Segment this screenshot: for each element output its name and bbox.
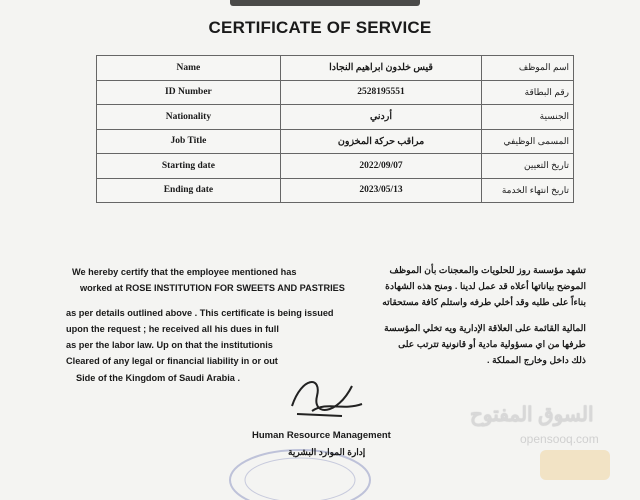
label-ar: الجنسية <box>482 105 574 130</box>
en-line: as per details outlined above . This certificate is being issued <box>66 307 334 318</box>
value: مراقب حركة المخزون <box>280 129 481 154</box>
label-ar: تاريخ التعيين <box>482 154 574 179</box>
label-ar: رقم البطاقة <box>482 80 574 105</box>
ar-line: بناءاً على طلبه وقد أخلي طرفه واستلم كافة مستحقاته <box>382 297 586 307</box>
ar-line: ذلك داخل وخارج المملكة . <box>487 355 586 365</box>
ar-line: الموضح بياناتها أعلاه قد عمل لدينا . ومنح هذه الشهادة <box>385 281 586 291</box>
value: 2023/05/13 <box>280 178 481 203</box>
en-line: We hereby certify that the employee mentioned has <box>72 267 297 277</box>
table-row <box>97 178 574 203</box>
label-ar: تاريخ انتهاء الخدمة <box>482 178 574 203</box>
watermark-logo: السوق المفتوح <box>470 404 594 426</box>
label-en: Nationality <box>97 105 281 130</box>
en-line: as per the labor law. Up on that the institutionis <box>66 340 273 351</box>
table-row <box>97 154 574 179</box>
label-ar: اسم الموظف <box>482 56 574 81</box>
arabic-statement <box>336 262 586 368</box>
corner-stain <box>540 450 610 480</box>
employee-details-table <box>96 55 574 203</box>
table-row <box>97 105 574 130</box>
label-en: Job Title <box>97 129 281 154</box>
table-row <box>97 129 574 154</box>
label-ar: المسمى الوظيفي <box>482 129 574 154</box>
label-en: Ending date <box>97 178 281 203</box>
hr-title-en: Human Resource Management <box>252 430 391 441</box>
label-en: Starting date <box>97 154 281 179</box>
header-bar <box>230 0 420 6</box>
ar-line: المالية القائمة على العلاقة الإدارية ويه تخلي المؤسسة <box>384 323 586 333</box>
en-line: worked at ROSE INSTITUTION FOR SWEETS AND PASTRIES <box>80 283 345 294</box>
page-title: CERTIFICATE OF SERVICE <box>208 18 432 37</box>
value: قيس خلدون ابراهيم النجادا <box>280 56 481 81</box>
watermark-url: opensooq.com <box>520 432 599 446</box>
value: 2022/09/07 <box>280 154 481 179</box>
signature <box>282 366 372 422</box>
ar-line: طرفها من اي مسؤولية مادية أو قانونية تترتب على <box>398 339 586 349</box>
label-en: Name <box>97 56 281 81</box>
hr-title-ar: إدارة الموارد البشرية <box>288 447 366 457</box>
en-line: Cleared of any legal or financial liability in or out <box>66 356 278 367</box>
ar-line: تشهد مؤسسة روز للحلويات والمعجنات بأن الموظف <box>389 265 586 275</box>
en-line: Side of the Kingdom of Saudi Arabia . <box>76 372 241 383</box>
value: أردني <box>280 105 481 130</box>
en-line: upon the request ; he received all his dues in full <box>66 323 279 334</box>
table-row <box>97 56 574 81</box>
table-row <box>97 80 574 105</box>
value: 2528195551 <box>280 80 481 105</box>
label-en: ID Number <box>97 80 281 105</box>
